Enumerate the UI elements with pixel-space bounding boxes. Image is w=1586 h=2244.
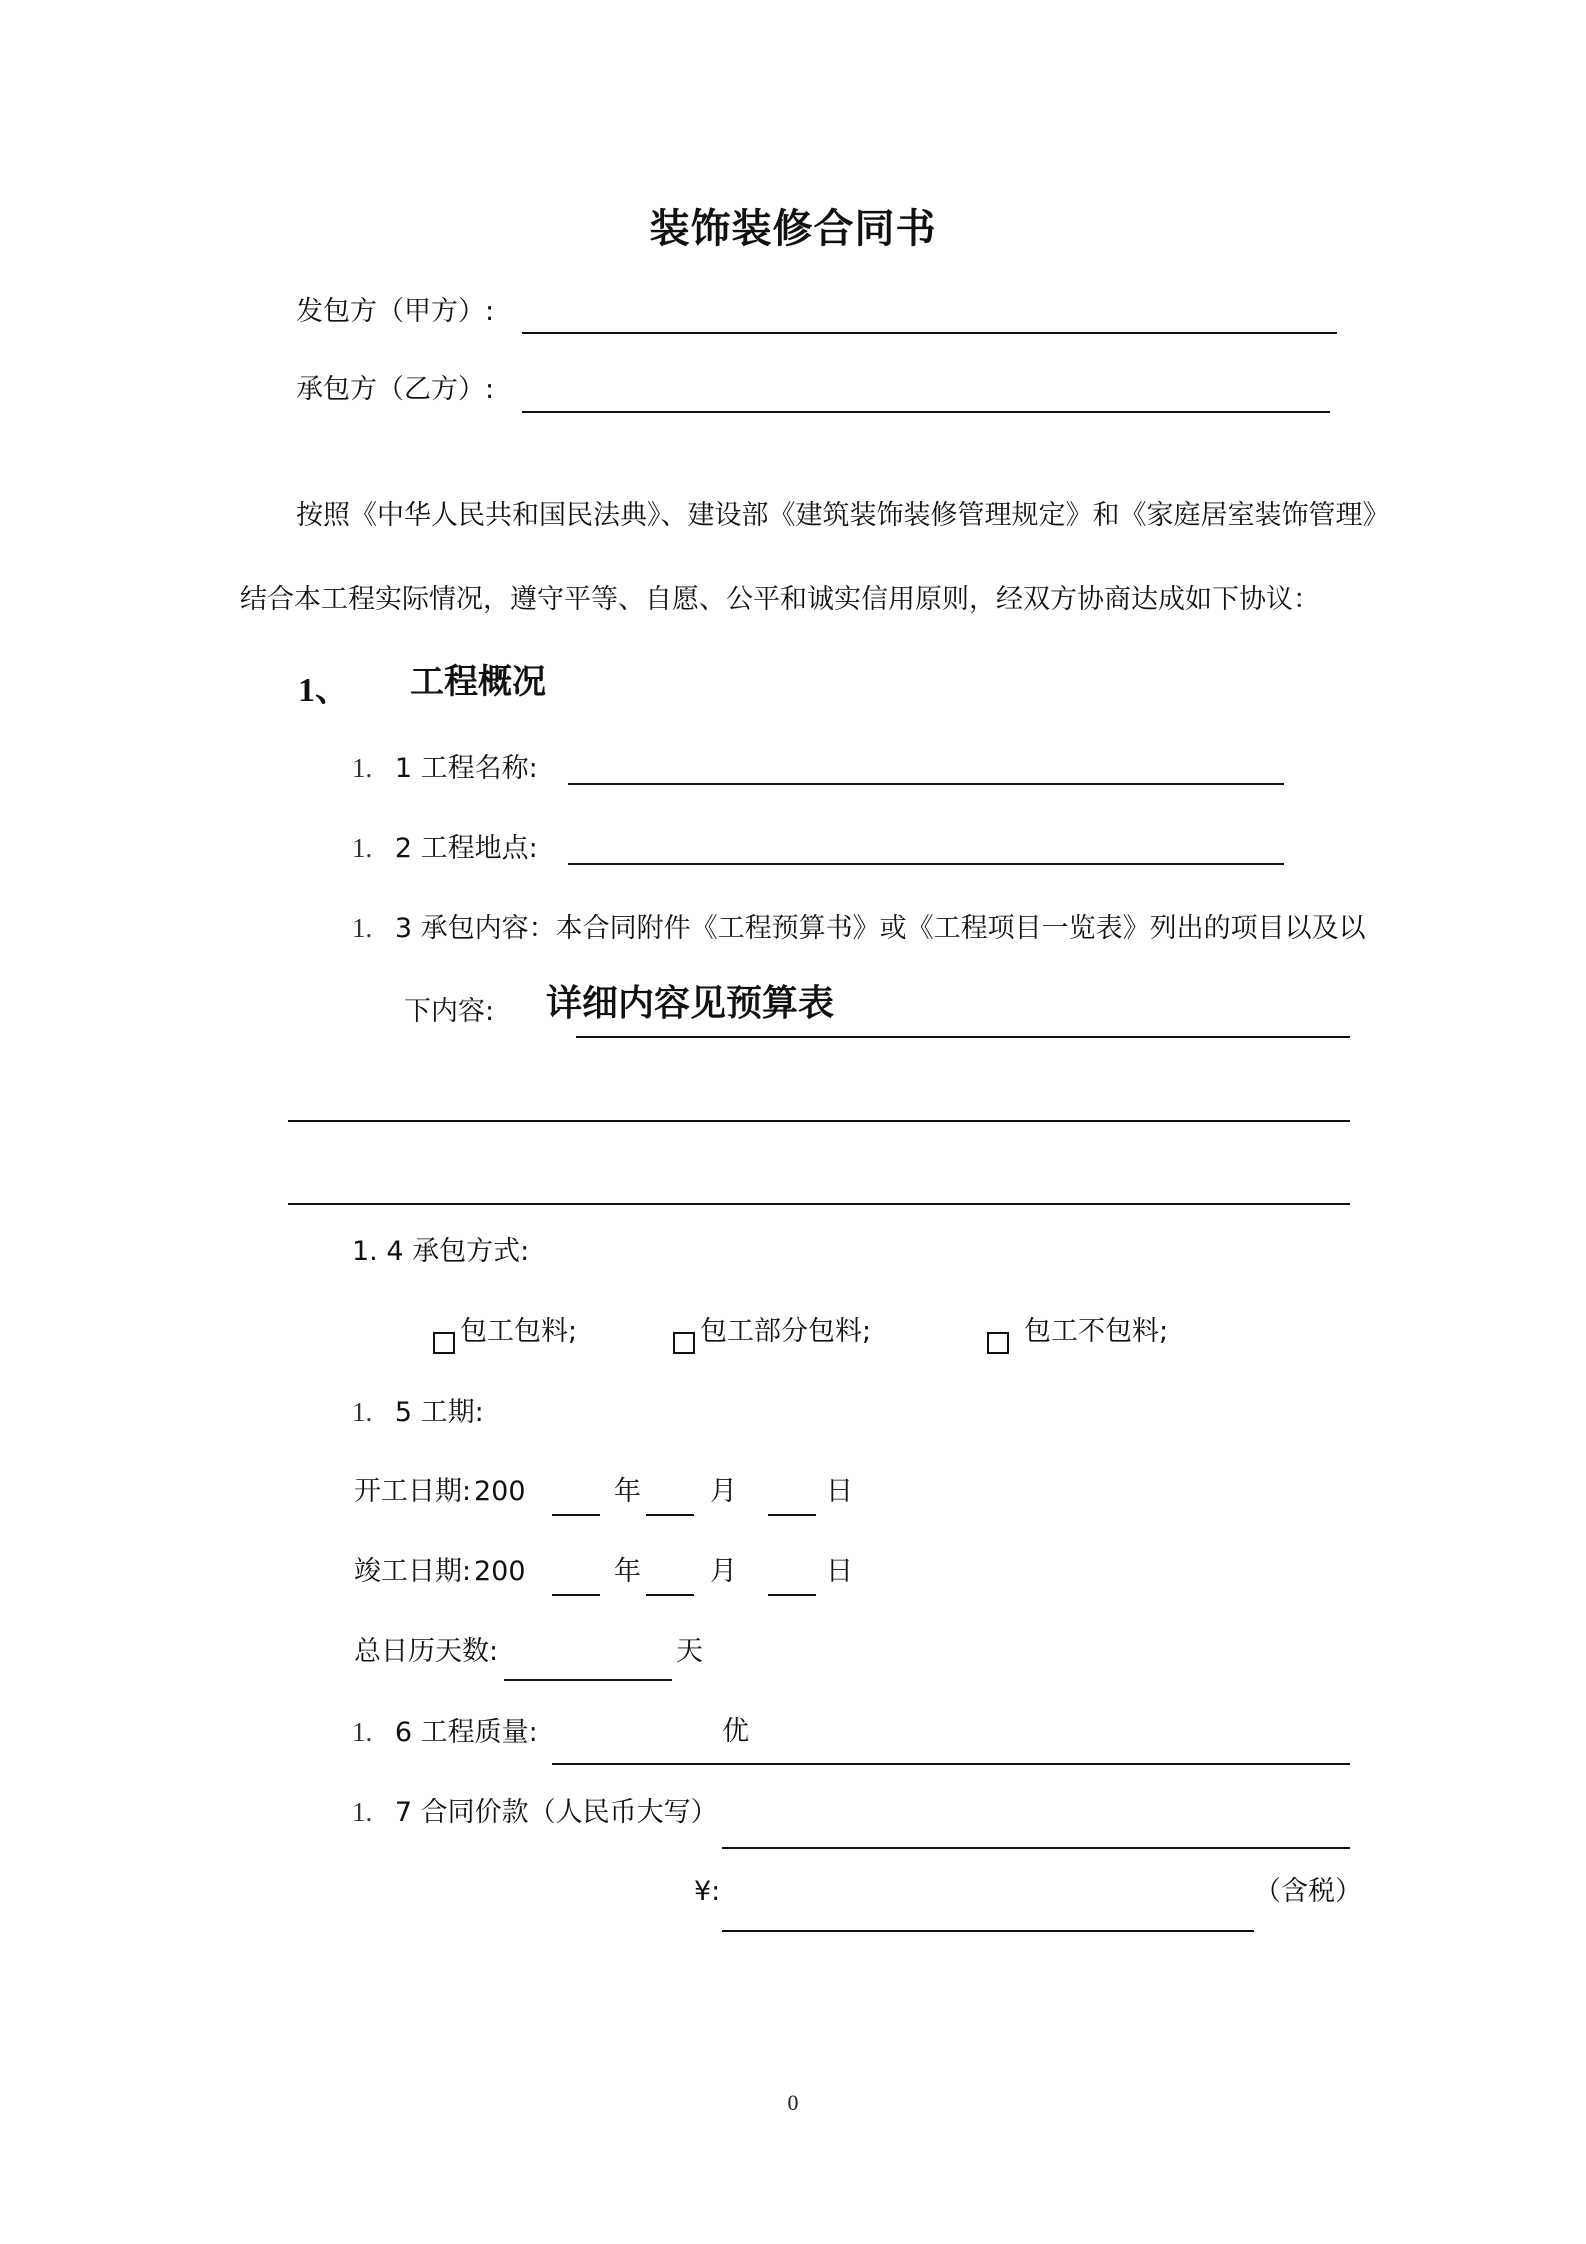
item-1-7 (352, 1796, 718, 1829)
start-year-unit: 年 (614, 1476, 641, 1507)
item-1-3 (352, 912, 1366, 945)
item-1-4-label: 1. 4 承包方式: (352, 1236, 530, 1267)
option-label-labor-partial-materials: 包工部分包料; (700, 1316, 872, 1347)
start-day-unit: 日 (826, 1476, 853, 1507)
start-month-field[interactable] (646, 1514, 694, 1516)
page-number: 0 (787, 2090, 799, 2115)
section-1-heading: 工程概况 (410, 662, 546, 702)
item-1-3-label: 3 承包内容：本合同附件《工程预算书》或《工程项目一览表》列出的项目以及以 (394, 913, 1366, 944)
option-checkbox-labor-partial-materials[interactable] (673, 1332, 695, 1354)
scope-value[interactable]: 详细内容见预算表 (546, 983, 835, 1024)
option-label-labor-only: 包工不包料; (1024, 1316, 1169, 1347)
end-year-prefix: 200 (474, 1556, 526, 1587)
item-1-3-label-cont: 下内容: (404, 996, 495, 1027)
total-days-unit: 天 (676, 1636, 703, 1667)
preamble-line-1: 按照《中华人民共和国民法典》、建设部《建筑装饰装修管理规定》和《家庭居室装饰管理》 (296, 500, 1390, 531)
start-year-prefix: 200 (474, 1476, 526, 1507)
end-date-label: 竣工日期: (354, 1556, 472, 1587)
scope-field-line-2[interactable] (288, 1120, 1350, 1122)
start-day-field[interactable] (768, 1514, 816, 1516)
item-1-6-num: 1. (352, 1717, 373, 1747)
option-checkbox-labor-only[interactable] (987, 1332, 1009, 1354)
quality-value[interactable]: 优 (722, 1716, 749, 1747)
item-1-1-num: 1. (352, 753, 373, 783)
total-days-field[interactable] (504, 1679, 672, 1681)
party-b-label: 承包方（乙方）: (296, 374, 495, 405)
quality-field[interactable] (552, 1763, 1350, 1765)
item-1-1-label: 1 工程名称: (394, 753, 538, 784)
party-a-field[interactable] (522, 332, 1337, 334)
end-month-unit: 月 (710, 1556, 737, 1587)
item-1-5 (352, 1396, 484, 1429)
item-1-3-num: 1. (352, 913, 373, 943)
start-month-unit: 月 (710, 1476, 737, 1507)
preamble-line-2: 结合本工程实际情况，遵守平等、自愿、公平和诚实信用原则，经双方协商达成如下协议： (240, 584, 1320, 615)
end-day-unit: 日 (826, 1556, 853, 1587)
item-1-7-label: 7 合同价款（人民币大写） (394, 1797, 718, 1828)
item-1-2-label: 2 工程地点: (394, 833, 538, 864)
price-yuan-label: ¥: (694, 1876, 721, 1907)
item-1-6 (352, 1716, 538, 1749)
price-tax-note: （含税） (1254, 1876, 1362, 1907)
item-1-2-num: 1. (352, 833, 373, 863)
item-1-7-num: 1. (352, 1797, 373, 1827)
document-title: 装饰装修合同书 (649, 206, 937, 252)
item-1-5-num: 1. (352, 1397, 373, 1427)
start-year-field[interactable] (552, 1514, 600, 1516)
option-checkbox-labor-materials[interactable] (433, 1332, 455, 1354)
end-month-field[interactable] (646, 1594, 694, 1596)
party-a-label: 发包方（甲方）: (296, 296, 495, 327)
project-location-field[interactable] (568, 863, 1284, 865)
scope-field-line-1[interactable] (576, 1036, 1350, 1038)
price-number-field[interactable] (722, 1930, 1254, 1932)
scope-field-line-3[interactable] (288, 1203, 1350, 1205)
end-year-field[interactable] (552, 1594, 600, 1596)
section-1-number: 1、 (298, 672, 349, 709)
party-b-field[interactable] (522, 411, 1330, 413)
item-1-1 (352, 752, 538, 785)
project-name-field[interactable] (568, 783, 1284, 785)
total-days-label: 总日历天数: (354, 1636, 499, 1667)
start-date-label: 开工日期: (354, 1476, 472, 1507)
item-1-5-label: 5 工期: (394, 1397, 484, 1428)
item-1-2 (352, 832, 538, 865)
item-1-6-label: 6 工程质量: (394, 1717, 538, 1748)
end-year-unit: 年 (614, 1556, 641, 1587)
end-day-field[interactable] (768, 1594, 816, 1596)
option-label-labor-materials: 包工包料; (460, 1316, 578, 1347)
price-words-field[interactable] (722, 1847, 1350, 1849)
